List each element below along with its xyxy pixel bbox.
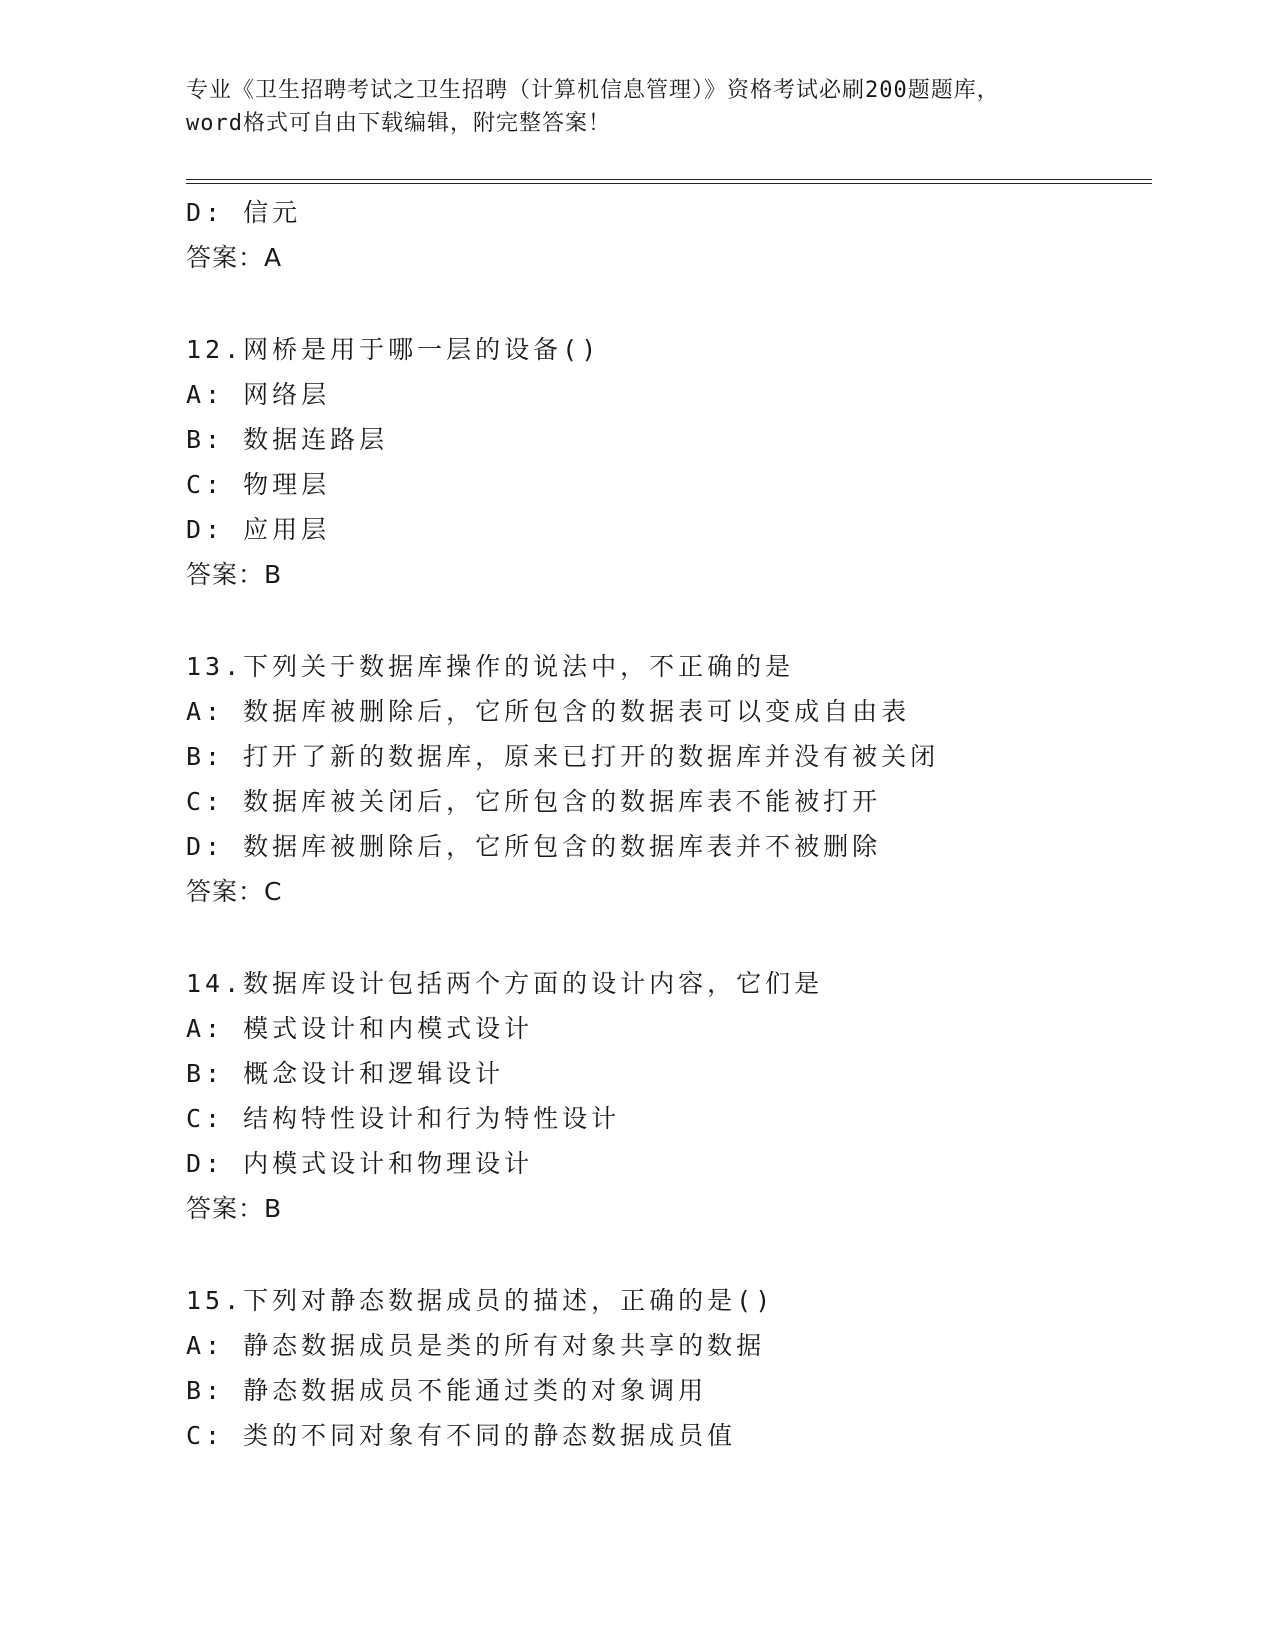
option-d: D: 信元 bbox=[186, 198, 302, 227]
option-a: A: 数据库被删除后，它所包含的数据表可以变成自由表 bbox=[186, 697, 911, 726]
question-list bbox=[186, 190, 1152, 1458]
option-d: D: 应用层 bbox=[186, 515, 331, 544]
option-c: C: 结构特性设计和行为特性设计 bbox=[186, 1104, 621, 1133]
option-a: A: 网络层 bbox=[186, 380, 331, 409]
answer-line: 答案：A bbox=[186, 243, 283, 272]
option-b: B: 静态数据成员不能通过类的对象调用 bbox=[186, 1376, 708, 1405]
question-stem: 14.数据库设计包括两个方面的设计内容，它们是 bbox=[186, 969, 824, 998]
spacer bbox=[186, 1231, 1152, 1278]
answer-line: 答案：C bbox=[186, 877, 283, 906]
document-header bbox=[186, 74, 1106, 140]
option-c: C: 物理层 bbox=[186, 470, 331, 499]
option-a: A: 静态数据成员是类的所有对象共享的数据 bbox=[186, 1331, 766, 1360]
question-block-13 bbox=[186, 644, 1152, 914]
header-divider-bottom bbox=[186, 183, 1152, 184]
header-title-line-1: 专业《卫生招聘考试之卫生招聘（计算机信息管理）》资格考试必刷200题题库， bbox=[186, 78, 1000, 103]
question-block-11 bbox=[186, 190, 1152, 280]
option-d: D: 内模式设计和物理设计 bbox=[186, 1149, 534, 1178]
option-a: A: 模式设计和内模式设计 bbox=[186, 1014, 534, 1043]
option-c: C: 数据库被关闭后，它所包含的数据库表不能被打开 bbox=[186, 787, 882, 816]
question-block-12 bbox=[186, 327, 1152, 597]
option-d: D: 数据库被删除后，它所包含的数据库表并不被删除 bbox=[186, 832, 882, 861]
option-c: C: 类的不同对象有不同的静态数据成员值 bbox=[186, 1421, 737, 1450]
question-stem: 15.下列对静态数据成员的描述，正确的是() bbox=[186, 1286, 775, 1315]
answer-line: 答案：B bbox=[186, 560, 283, 589]
question-block-14 bbox=[186, 961, 1152, 1231]
option-b: B: 数据连路层 bbox=[186, 425, 389, 454]
option-b: B: 打开了新的数据库，原来已打开的数据库并没有被关闭 bbox=[186, 742, 940, 771]
answer-line: 答案：B bbox=[186, 1194, 283, 1223]
option-b: B: 概念设计和逻辑设计 bbox=[186, 1059, 505, 1088]
spacer bbox=[186, 597, 1152, 644]
header-title-line-2: word格式可自由下载编辑，附完整答案！ bbox=[186, 111, 611, 136]
question-stem: 12.网桥是用于哪一层的设备() bbox=[186, 335, 601, 364]
question-block-15 bbox=[186, 1278, 1152, 1458]
header-divider-top bbox=[186, 179, 1152, 180]
spacer bbox=[186, 280, 1152, 327]
question-stem: 13.下列关于数据库操作的说法中，不正确的是 bbox=[186, 652, 795, 681]
spacer bbox=[186, 914, 1152, 961]
